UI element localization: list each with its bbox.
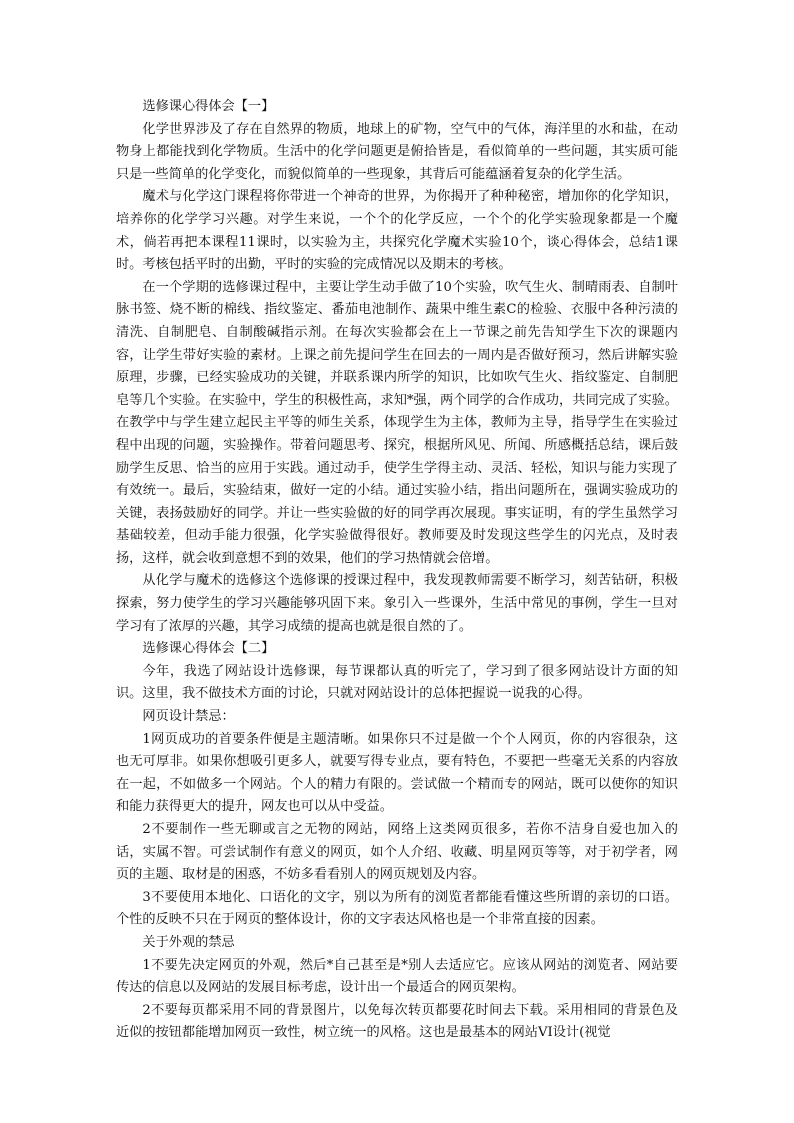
list-paragraph: 2不要每页都采用不同的背景图片，以免每次转页都要花时间去下载。采用相同的背景色及近似的按钮都能增加网页一致性，树立统一的风格。这也是最基本的网站VI设计(视觉 [116, 1002, 678, 1041]
document-page [116, 96, 678, 1045]
list-paragraph: 3不要使用本地化、口语化的文字，别以为所有的浏览者都能看懂这些所谓的亲切的口语。个性的反映不只在于网页的整体设计，你的文字表达风格也是一个非常直接的因素。 [116, 889, 678, 928]
section-heading-1: 选修课心得体会【一】 [142, 99, 275, 114]
paragraph: 化学世界涉及了存在自然界的物质，地球上的矿物，空气中的气体，海洋里的水和盐，在动物身上都能找到化学物质。生活中的化学问题更是俯拾皆是，看似简单的一些问题，其实质可能只是一些简单的化学变化，而貌似简单的一些现象，其背后可能蕴涵着复杂的化学生活。 [116, 121, 678, 182]
paragraph: 在一个学期的选修课过程中，主要让学生动手做了10个实验，吹气生火、制晴雨表、自制叶脉书签、烧不断的棉线、指纹鉴定、番茄电池制作、蔬果中维生素C的检验、衣服中各种污渍的清洗、自制肥皂、自制酸碱指示剂。在每次实验都会在上一节课之前先告知学生下次的课题内容，让学生带好实验的素材。上课之前先提问学生在回去的一周内是否做好预习，然后讲解实验原理，步骤，已经实验成功的关键，并联系课内所学的知识，比如吹气生火、指纹鉴定、自制肥皂等几个实验。在实验中，学生的积极性高，求知*强，两个同学的合作成功，共同完成了实验。在教学中与学生建立起民主平等的师生关系，体现学生为主体，教师为主导，指导学生在实验过程中出现的问题，实验操作。带着问题思考、探究，根据所风见、所闻、所感概括总结，课后鼓励学生反思、恰当的应用于实践。通过动手，使学生学得主动、灵活、轻松，知识与能力实现了有效统一。最后，实验结束，做好一定的小结。通过实验小结，指出问题所在，强调实验成功的关键，表扬鼓励好的同学。并让一些实验做的好的同学再次展现。事实证明，有的学生虽然学习基础较差，但动手能力很强，化学实验做得很好。教师要及时发现这些学生的闪光点，及时表扬，这样，就会收到意想不到的效果，他们的学习热情就会倍增。 [116, 279, 678, 566]
paragraph: 今年，我选了网站设计选修课，每节课都认真的听完了，学习到了很多网站设计方面的知识。这里，我不做技术方面的讨论，只就对网站设计的总体把握说一说我的心得。 [116, 663, 678, 702]
list-paragraph: 1不要先决定网页的外观，然后*自己甚至是*别人去适应它。应该从网站的浏览者、网站要传达的信息以及网站的发展目标考虑，设计出一个最适合的网页架构。 [116, 957, 678, 996]
list-paragraph: 1网页成功的首要条件便是主题清晰。如果你只不过是做一个个人网页，你的内容很杂，这也无可厚非。如果你想吸引更多人，就要写得专业点，要有特色，不要把一些毫无关系的内容放在一起，不如做多一个网站。个人的精力有限的。尝试做一个精而专的网站，既可以使你的知识和能力获得更大的提升，网友也可以从中受益。 [116, 731, 678, 815]
paragraph: 魔术与化学这门课程将你带进一个神奇的世界，为你揭开了种种秘密，增加你的化学知识，培养你的化学学习兴趣。对学生来说，一个个的化学反应，一个个的化学实验现象都是一个魔术，倘若再把本课程11课时，以实验为主，共探究化学魔术实验10个，谈心得体会，总结1课时。考核包括平时的出勤，平时的实验的完成情况以及期末的考核。 [116, 189, 678, 273]
subheading-appearance-taboos: 关于外观的禁忌 [142, 934, 235, 950]
section-heading-2: 选修课心得体会【二】 [142, 641, 275, 657]
subheading-web-design-taboos: 网页设计禁忌： [142, 709, 235, 725]
list-paragraph: 2不要制作一些无聊或言之无物的网站，网络上这类网页很多，若你不洁身自爱也加入的话，实属不智。可尝试制作有意义的网页，如个人介绍、收藏、明星网页等等，对于初学者，网页的主题、取材是的困惑，不妨多看看别人的网页规划及内容。 [116, 822, 678, 883]
paragraph: 从化学与魔术的选修这个选修课的授课过程中，我发现教师需要不断学习，刻苦钻研，积极探索，努力使学生的学习兴趣能够巩固下来。象引入一些课外，生活中常见的事例，学生一旦对学习有了浓厚的兴趣，其学习成绩的提高也就是很自然的了。 [116, 573, 678, 634]
